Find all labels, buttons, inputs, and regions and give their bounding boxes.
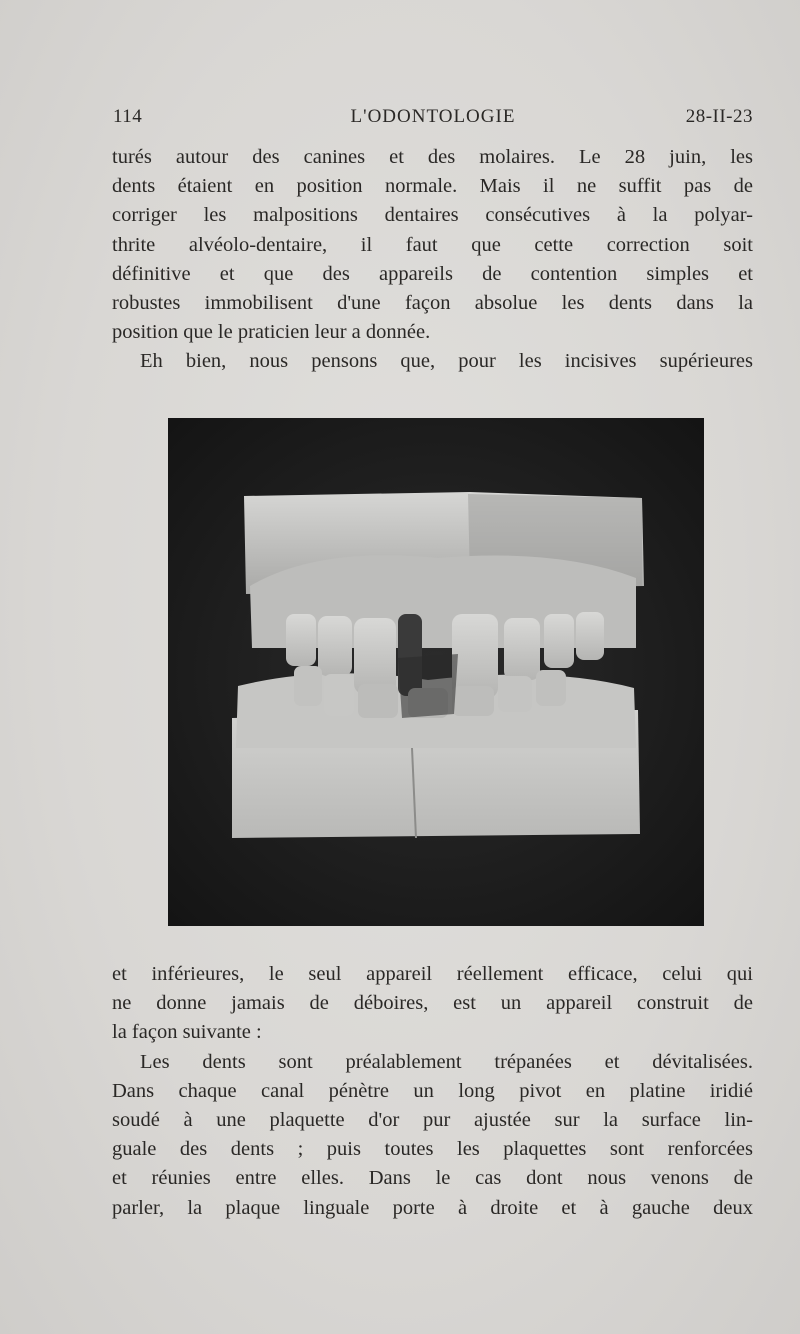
text-block-bottom: [112, 960, 753, 1223]
text-line: Les dents sont préalablement trépanées et dévitalisées.: [140, 1050, 753, 1073]
journal-title: L'ODONTOLOGIE: [350, 106, 516, 127]
text-line: Eh bien, nous pensons que, pour les incisives supérieures: [140, 350, 753, 373]
text-line: soudé à une plaquette d'or pur ajustée sur la surface lin-: [112, 1108, 753, 1131]
text-line: la façon suivante :: [112, 1021, 262, 1044]
text-line: turés autour des canines et des molaires. Le 28 juin, les: [112, 146, 753, 168]
issue-date: 28-II-23: [685, 106, 753, 127]
text-line: ne donne jamais de déboires, est un appareil construit de: [112, 992, 753, 1015]
dental-cast-photograph: [168, 418, 704, 926]
text-line: thrite alvéolo-dentaire, il faut que cette correction soit: [112, 233, 753, 256]
text-line: corriger les malpositions dentaires consécutives à la polyar-: [112, 204, 753, 227]
text-line: Dans chaque canal pénètre un long pivot en platine iridié: [112, 1079, 753, 1102]
text-block-top: [112, 143, 753, 377]
text-line: position que le praticien leur a donnée.: [112, 321, 431, 344]
text-line: et réunies entre elles. Dans le cas dont nous venons de: [112, 1167, 753, 1190]
page-number: 114: [113, 106, 143, 127]
text-line: définitive et que des appareils de contention simples et: [112, 262, 753, 285]
text-line: et inférieures, le seul appareil réellement efficace, celui qui: [112, 963, 753, 985]
text-line: dents étaient en position normale. Mais il ne suffit pas de: [112, 175, 753, 198]
running-header: [113, 106, 753, 134]
text-line: guale des dents ; puis toutes les plaquettes sont renforcées: [112, 1138, 753, 1161]
text-line: robustes immobilisent d'une façon absolue les dents dans la: [112, 291, 753, 314]
text-line: parler, la plaque linguale porte à droite et à gauche deux: [112, 1196, 753, 1219]
